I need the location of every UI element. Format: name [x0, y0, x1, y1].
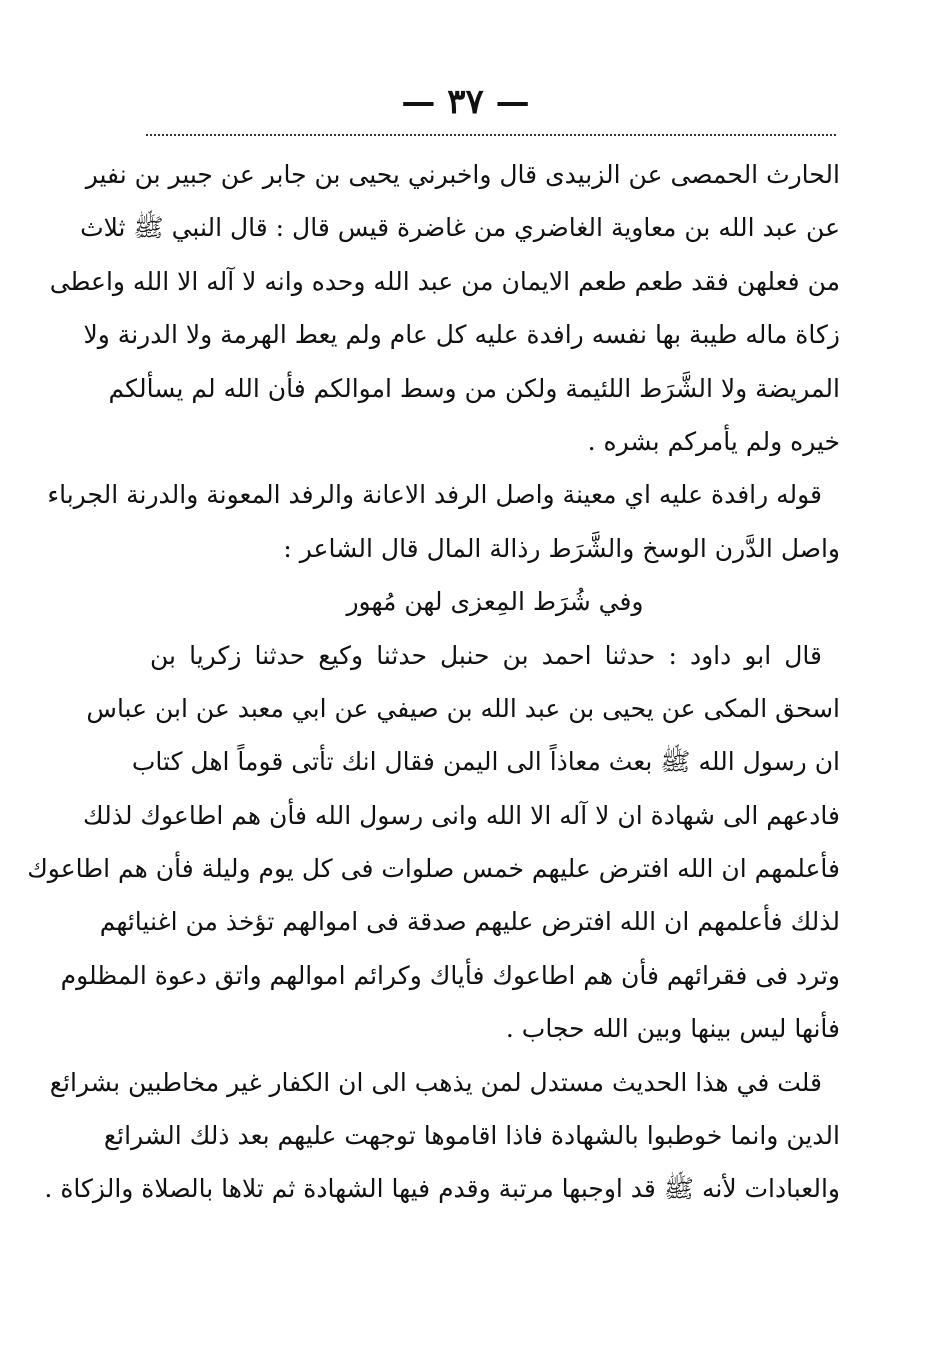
text-line: خيره ولم يأمركم بشره . [587, 426, 840, 456]
text-line: فادعهم الى شهادة ان لا آله الا الله وانى رسول الله فأن هم اطاعوك لذلك [83, 800, 840, 830]
text-line: الحارث الحمصى عن الزبيدى قال واخبرني يحيى بن جابر عن جبير بن نفير [85, 160, 840, 189]
text-line: والعبادات لأنه ﷺ قد اوجبها مرتبة وقدم فيها الشهادة ثم تلاها بالصلاة والزكاة . [44, 1174, 840, 1204]
text-line: من فعلهن فقد طعم طعم الايمان من عبد الله وحده وانه لا آله الا الله واعطى [49, 266, 840, 296]
text-line: زكاة ماله طيبة بها نفسه رافدة عليه كل عام ولم يعط الهرمة ولا الدرنة ولا [83, 320, 840, 350]
text-line: قال ابو داود : حدثنا احمد بن حنبل حدثنا وكيع حدثنا زكريا بن [150, 640, 822, 670]
text-line: فأعلمهم ان الله افترض عليهم خمس صلوات فى كل يوم وليلة فأن هم اطاعوك [27, 854, 840, 884]
poetry-verse: وفي شُرَط المِعزى لهن مُهور [346, 587, 644, 617]
text-line: عن عبد الله بن معاوية الغاضري من غاضرة قيس قال : قال النبي ﷺ ثلاث [80, 213, 840, 243]
text-line: وترد فى فقرائهم فأن هم اطاعوك فأياك وكرائم اموالهم واتق دعوة المظلوم [60, 960, 840, 990]
text-line: قلت في هذا الحديث مستدل لمن يذهب الى ان الكفار غير مخاطبين بشرائع [49, 1067, 822, 1097]
text-line: الدين وانما خوطبوا بالشهادة فاذا اقاموها توجهت عليهم بعد ذلك الشرائع [103, 1121, 840, 1151]
text-line: فأنها ليس بينها وبين الله حجاب . [505, 1014, 840, 1044]
body-text [27, 148, 840, 1216]
text-line: ان رسول الله ﷺ بعث معاذاً الى اليمن فقال انك تأتى قوماً اهل كتاب [131, 747, 840, 777]
header-divider [146, 134, 836, 136]
page-number: — ٣٧ — [401, 82, 530, 122]
text-line: واصل الدَّرن الوسخ والشَّرَط رذالة المال قال الشاعر : [283, 533, 840, 563]
text-line: لذلك فأعلمهم ان الله افترض عليهم صدقة فى اموالهم تؤخذ من اغنيائهم [99, 907, 840, 937]
text-line: اسحق المكى عن يحيى بن عبد الله بن صيفي عن ابي معبد عن ابن عباس [86, 693, 840, 723]
text-line: المريضة ولا الشَّرَط اللئيمة ولكن من وسط اموالكم فأن الله لم يسألكم [108, 373, 840, 403]
text-line: قوله رافدة عليه اي معينة واصل الرفد الاعانة والرفد المعونة والدرنة الجرباء [47, 480, 822, 510]
